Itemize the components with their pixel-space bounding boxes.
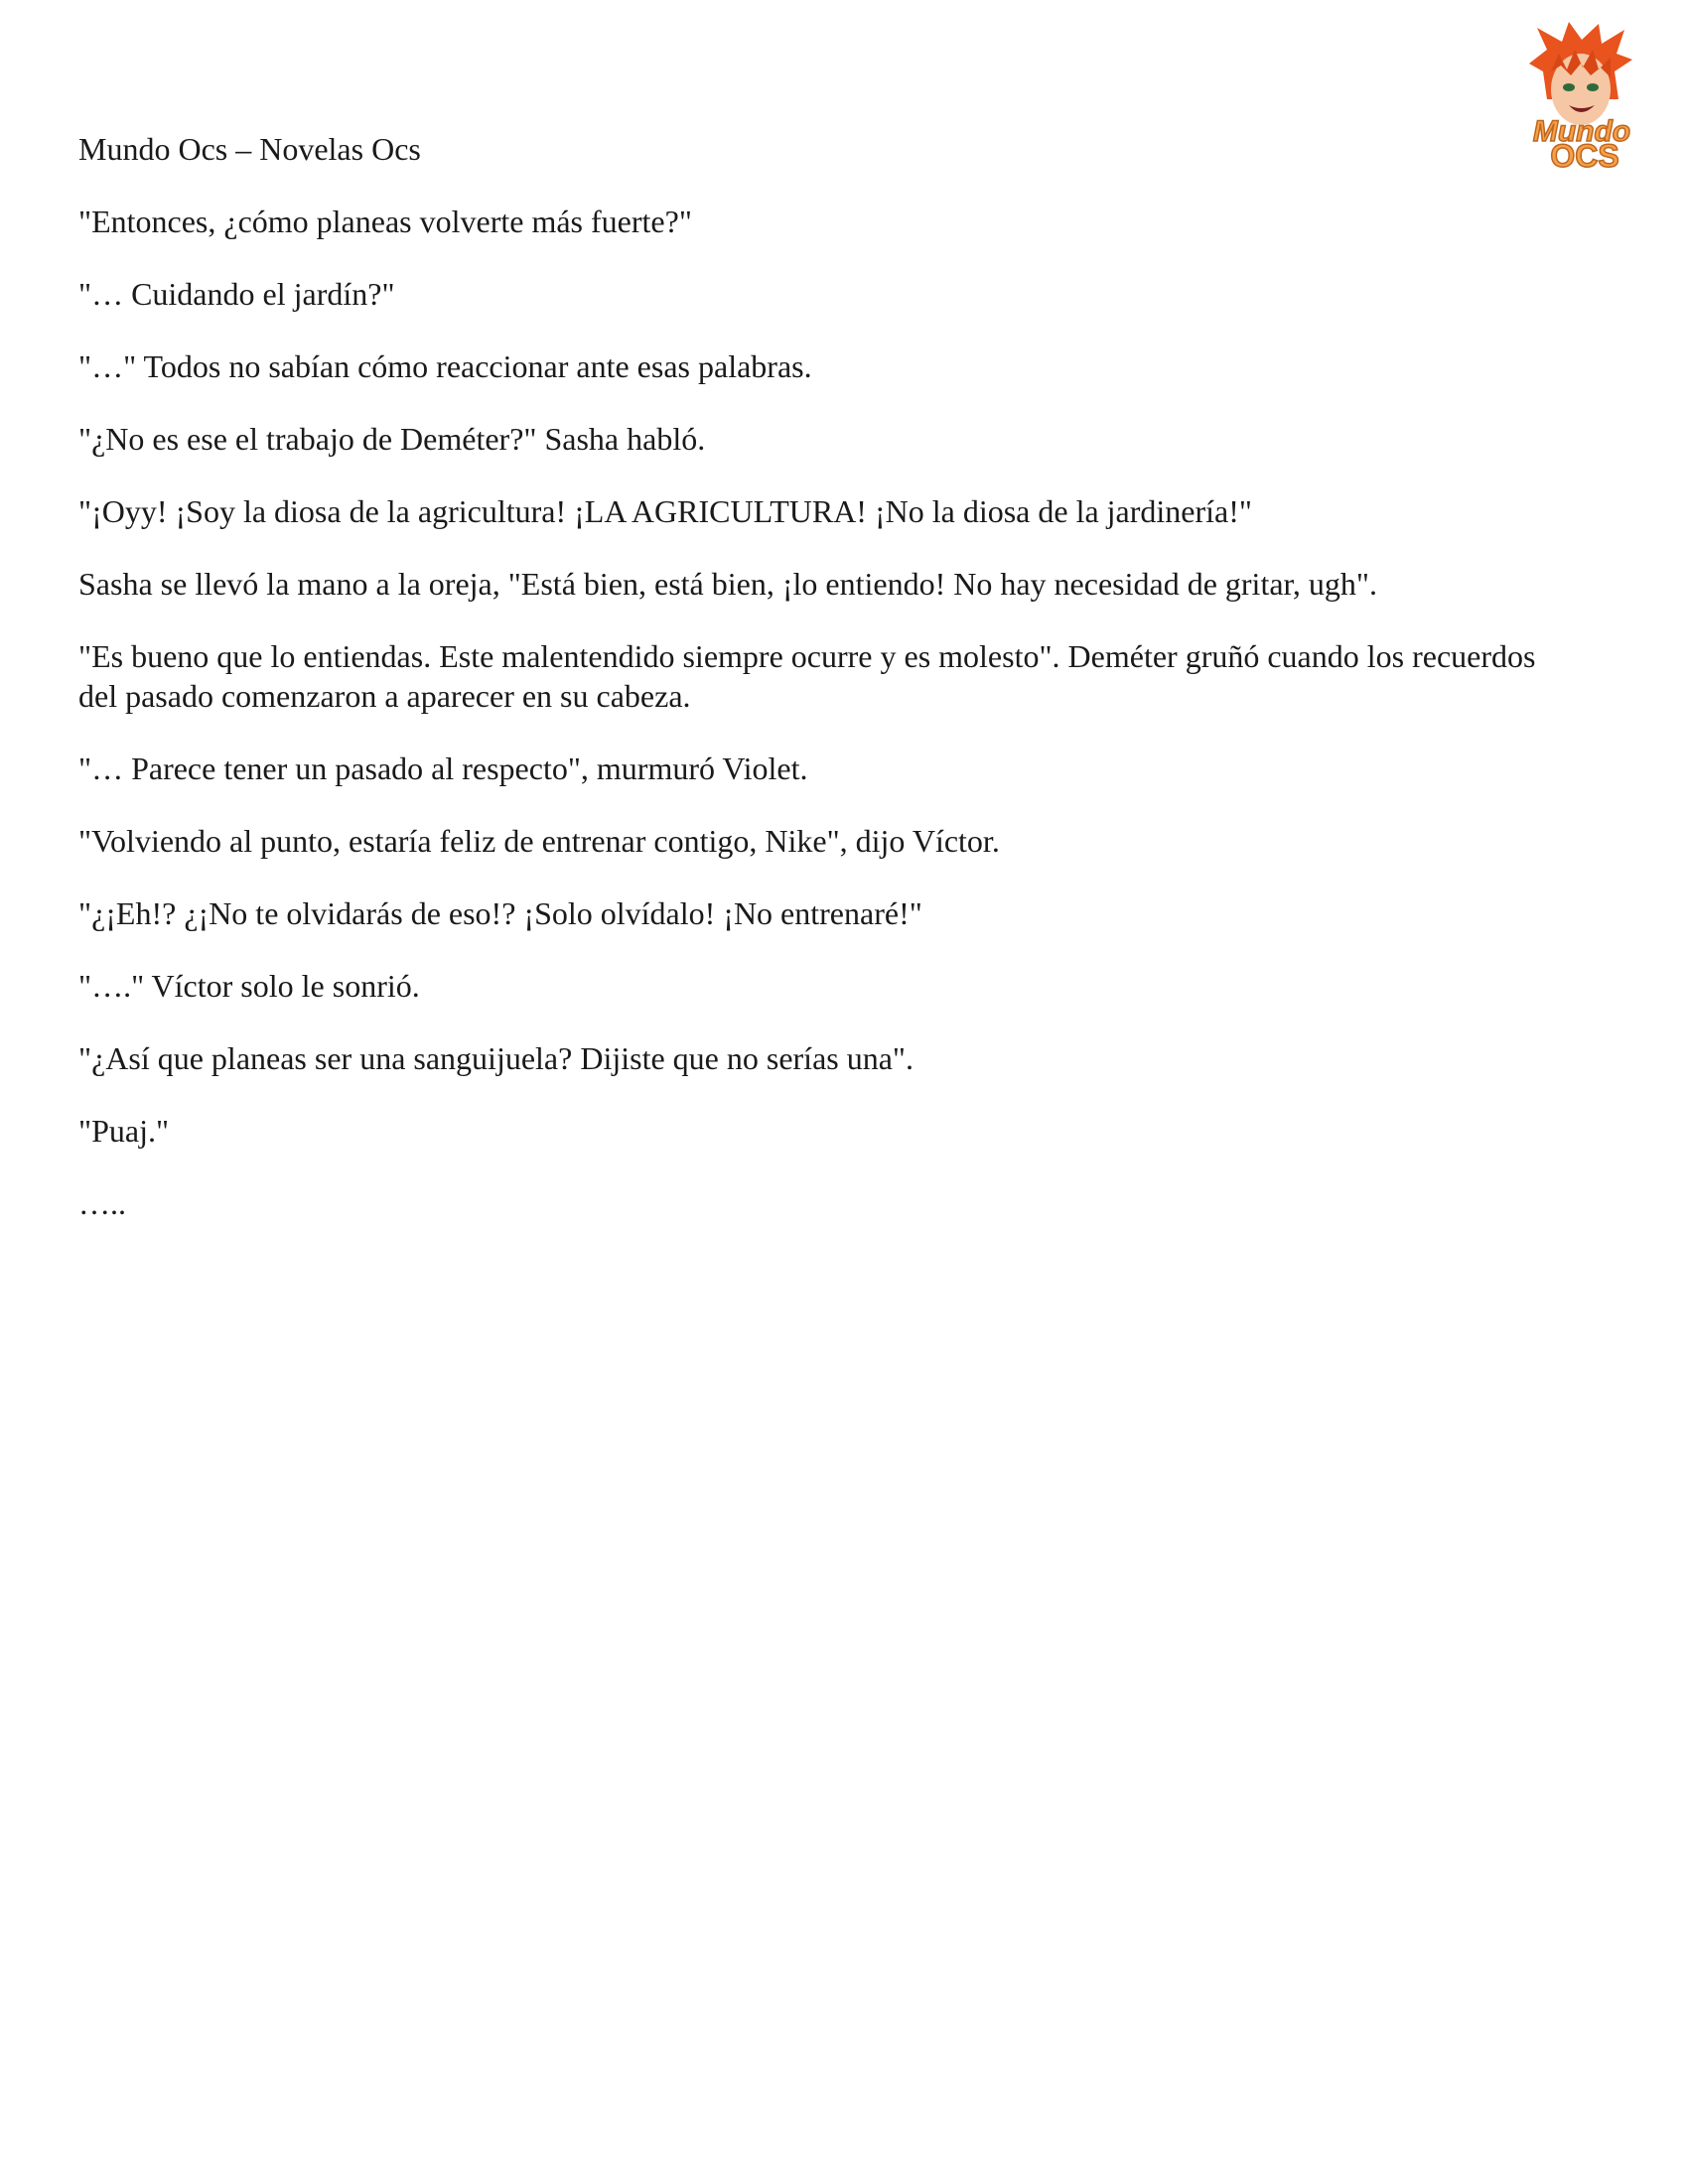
paragraph: "¿¡Eh!? ¿¡No te olvidarás de eso!? ¡Solo olvídalo! ¡No entrenaré!" — [78, 895, 922, 931]
paragraph: "Volviendo al punto, estaría feliz de entrenar contigo, Nike", dijo Víctor. — [78, 823, 1000, 859]
paragraph: "¡Oyy! ¡Soy la diosa de la agricultura! ¡LA AGRICULTURA! ¡No la diosa de la jardinería!" — [78, 493, 1252, 529]
paragraph: "… Cuidando el jardín?" — [78, 276, 395, 312]
paragraph: "Es bueno que lo entiendas. Este malentendido siempre ocurre y es molesto". Deméter gruñó cuando los recuerdos del pasado comenzaron a aparecer en su cabeza. — [78, 638, 1544, 714]
paragraph: "¿No es ese el trabajo de Deméter?" Sasha habló. — [78, 421, 706, 457]
logo-wordmark-line2: OCS — [1550, 138, 1619, 171]
document-header: Mundo Ocs – Novelas Ocs — [78, 131, 421, 167]
document-body — [78, 129, 1558, 1256]
paragraph: "Entonces, ¿cómo planeas volverte más fuerte?" — [78, 204, 692, 239]
paragraph: "¿Así que planeas ser una sanguijuela? Dijiste que no serías una". — [78, 1040, 914, 1076]
paragraph: Sasha se llevó la mano a la oreja, "Está bien, está bien, ¡lo entiendo! No hay necesidad de gritar, ugh". — [78, 566, 1377, 602]
paragraph: "Puaj." — [78, 1113, 170, 1149]
paragraph: "…" Todos no sabían cómo reaccionar ante esas palabras. — [78, 348, 812, 384]
logo-wordmark-line1: Mundo — [1532, 115, 1631, 148]
paragraph: "…." Víctor solo le sonrió. — [78, 968, 420, 1004]
paragraph: ….. — [78, 1185, 126, 1221]
paragraph: "… Parece tener un pasado al respecto", murmuró Violet. — [78, 751, 808, 786]
